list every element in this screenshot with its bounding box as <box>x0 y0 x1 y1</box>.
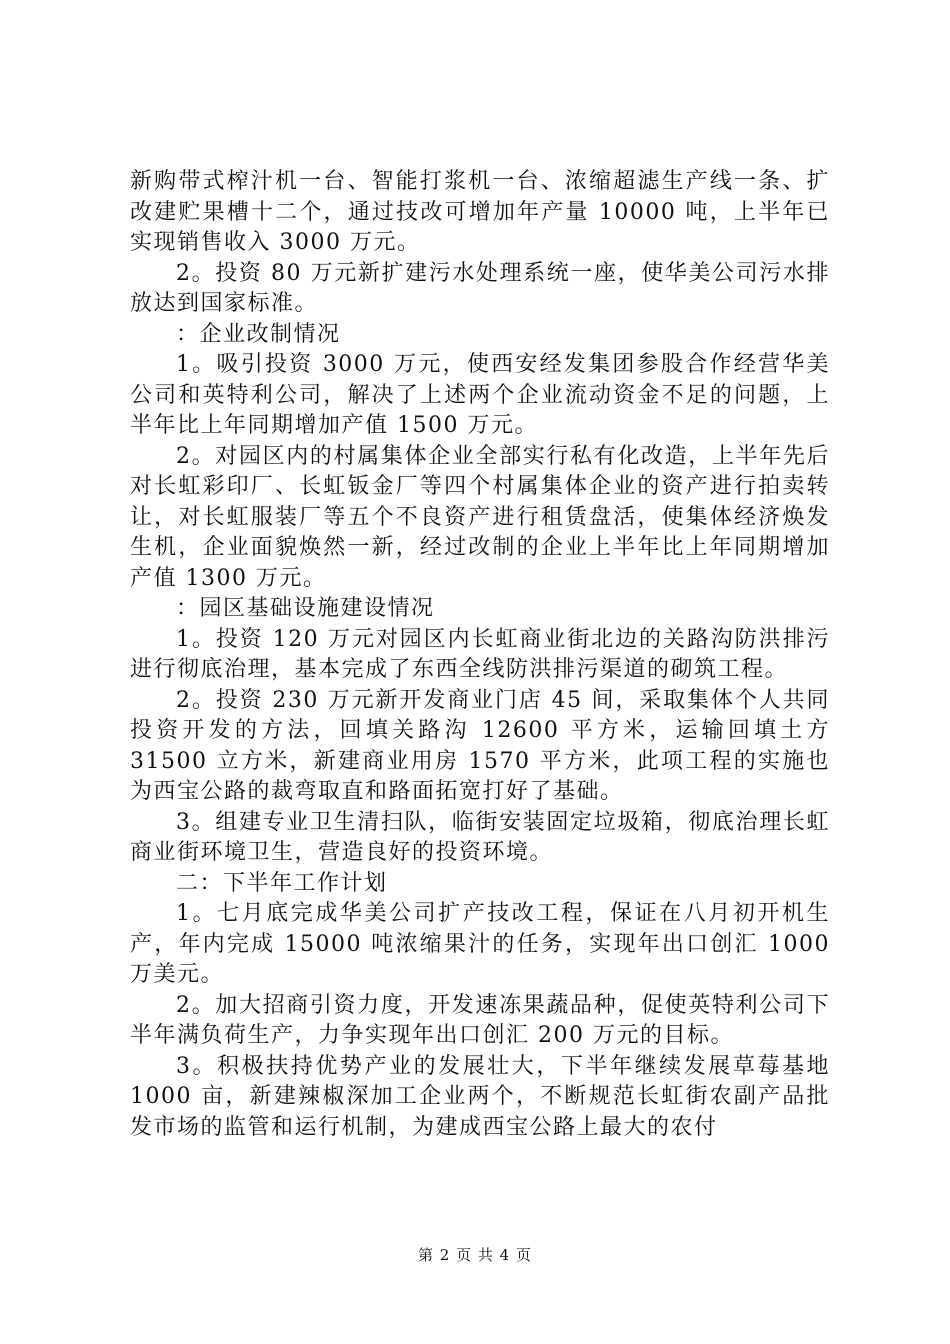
page-footer: 第 2 页 共 4 页 <box>418 1246 532 1264</box>
paragraph-3: 1。吸引投资 3000 万元，使西安经发集团参股合作经营华美公司和英特利公司，解决了上述两个企业流动资金不足的问题，上半年比上年同期增加产值 1500 万元。 <box>130 352 830 438</box>
paragraph-6: 1。投资 120 万元对园区内长虹商业街北边的关路沟防洪排污进行彻底治理，基本完成了东西全线防洪排污渠道的砌筑工程。 <box>130 626 830 682</box>
paragraph-11: 2。加大招商引资力度，开发速冻果蔬品种，促使英特利公司下半年满负荷生产，力争实现年出口创汇 200 万元的目标。 <box>130 992 830 1048</box>
paragraph-7: 2。投资 230 万元新开发商业门店 45 间，采取集体个人共同投资开发的方法，回填关路沟 12600 平方米，运输回填土方 31500 立方米，新建商业用房 1570 平方米，此项工程的实施也为西宝公路的裁弯取直和路面拓宽打好了基础。 <box>130 687 830 804</box>
paragraph-10: 1。七月底完成华美公司扩产技改工程，保证在八月初开机生产，年内完成 15000 吨浓缩果汁的任务，实现年出口创汇 1000 万美元。 <box>130 901 830 987</box>
document-body <box>130 167 830 1143</box>
paragraph-0: 新购带式榨汁机一台、智能打浆机一台、浓缩超滤生产线一条、扩改建贮果槽十二个，通过技改可增加年产量 10000 吨，上半年已实现销售收入 3000 万元。 <box>130 169 830 255</box>
paragraph-8: 3。组建专业卫生清扫队，临街安装固定垃圾箱，彻底治理长虹商业街环境卫生，营造良好的投资环境。 <box>130 809 830 865</box>
paragraph-1: 2。投资 80 万元新扩建污水处理系统一座，使华美公司污水排放达到国家标准。 <box>130 260 830 316</box>
paragraph-4: 2。对园区内的村属集体企业全部实行私有化改造，上半年先后对长虹彩印厂、长虹钣金厂等四个村属集体企业的资产进行拍卖转让，对长虹服装厂等五个不良资产进行租赁盘活，使集体经济焕发生机，企业面貌焕然一新，经过改制的企业上半年比上年同期增加产值 1300 万元。 <box>130 443 830 591</box>
paragraph-12: 3。积极扶持优势产业的发展壮大，下半年继续发展草莓基地 1000 亩，新建辣椒深加工企业两个，不断规范长虹街农副产品批发市场的监管和运行机制，为建成西宝公路上最大的农付 <box>130 1053 830 1140</box>
section-heading-plan: 二：下半年工作计划 <box>176 870 388 896</box>
section-heading-reform: ：企业改制情况 <box>176 321 341 347</box>
section-heading-infrastructure: ：园区基础设施建设情况 <box>176 596 435 621</box>
